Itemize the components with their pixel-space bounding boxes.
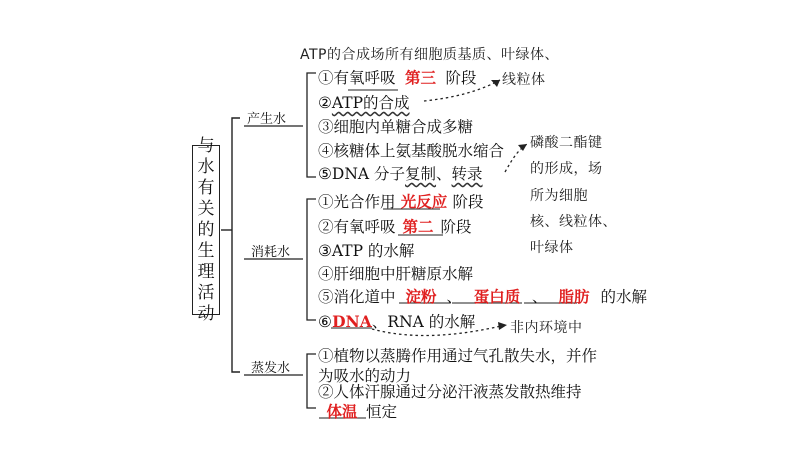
annotation-mitochondria: 线粒体: [502, 72, 546, 88]
item-text: ②有氧呼吸: [318, 218, 396, 236]
dna-replication: 复制: [405, 165, 437, 183]
item-text: 、: [446, 288, 463, 306]
item-text: 的水解: [600, 288, 648, 306]
item-text: ⑥: [318, 313, 332, 331]
root-char: 与: [197, 135, 215, 156]
annotation-phosphodiester-3: 所为细胞: [530, 188, 588, 204]
evaporate-item-2-line-2: [318, 400, 397, 422]
item-text: 阶段: [440, 218, 472, 236]
answer-starch: 淀粉: [405, 287, 437, 306]
root-char: 水: [197, 156, 215, 177]
consume-item-1: [318, 190, 484, 212]
answer-third: 第三: [405, 68, 437, 87]
root-char: 动: [197, 303, 215, 324]
item-text: 阶段: [452, 193, 484, 211]
item-text: ⑤消化道中: [318, 288, 396, 306]
item-text: 、RNA 的水解: [371, 313, 476, 331]
produce-item-1: [318, 66, 477, 88]
item-text: ②: [318, 94, 332, 112]
annotation-phosphodiester-5: 叶绿体: [530, 240, 574, 256]
annotation-phosphodiester-4: 核、线粒体、: [530, 214, 617, 230]
transcription: 转录: [451, 165, 483, 183]
annotation-phosphodiester-2: 的形成，场: [530, 161, 603, 177]
consume-item-5: [318, 285, 647, 307]
root-node-box: [192, 135, 220, 324]
category-produce-water: 产生水: [247, 112, 287, 127]
item-text: ⑤DNA 分子: [318, 165, 406, 183]
brace-consume: [307, 199, 316, 320]
answer-protein: 蛋白质: [473, 287, 521, 306]
answer-body-temperature: 体温: [326, 402, 358, 421]
brace-root: [232, 118, 240, 372]
root-char: 理: [197, 261, 215, 282]
root-char: 关: [197, 198, 215, 219]
evaporate-item-2-line-1: ②人体汗腺通过分泌汗液蒸发散热维持: [318, 383, 582, 401]
item-text: 、: [436, 165, 452, 183]
item-text: ①有氧呼吸: [318, 69, 396, 87]
item-text: 、: [532, 288, 548, 306]
item-text: ①光合作用: [318, 193, 396, 211]
consume-item-6: [318, 310, 475, 332]
item-text: 阶段: [445, 69, 477, 87]
annotation-atp-sites: ATP的合成场所有细胞质基质、叶绿体、: [300, 47, 559, 63]
produce-item-2: [318, 91, 410, 113]
consume-item-4: ④肝细胞中肝糖原水解: [318, 265, 474, 283]
brace-evaporate: [307, 354, 316, 408]
annotation-outside-environment: 非内环境中: [510, 320, 583, 336]
annotation-phosphodiester-1: 磷酸二酯键: [530, 135, 603, 151]
produce-item-4: ④核糖体上氨基酸脱水缩合: [318, 142, 505, 160]
answer-dna: DNA: [332, 312, 372, 331]
atp-synthesis: ATP的合成: [331, 94, 410, 112]
answer-light-reaction: 光反应: [400, 192, 448, 211]
brace-produce: [307, 73, 316, 177]
root-char: 有: [197, 177, 215, 198]
root-char: 的: [197, 219, 215, 240]
consume-item-3: ③ATP 的水解: [318, 242, 415, 260]
produce-item-3: ③细胞内单糖合成多糖: [318, 118, 474, 136]
answer-fat: 脂肪: [558, 287, 590, 306]
consume-item-2: [318, 215, 472, 237]
category-evaporate-water: 蒸发水: [251, 361, 291, 376]
evaporate-item-1-line-1: ①植物以蒸腾作用通过气孔散失水，并作: [318, 347, 598, 365]
root-char: 活: [197, 282, 215, 303]
produce-item-5: [318, 162, 483, 184]
evaporate-item-1-line-2: 为吸水的动力: [318, 367, 412, 385]
category-consume-water: 消耗水: [251, 245, 291, 260]
root-char: 生: [197, 240, 215, 261]
item-text: 恒定: [366, 403, 398, 421]
answer-second: 第二: [402, 217, 434, 236]
